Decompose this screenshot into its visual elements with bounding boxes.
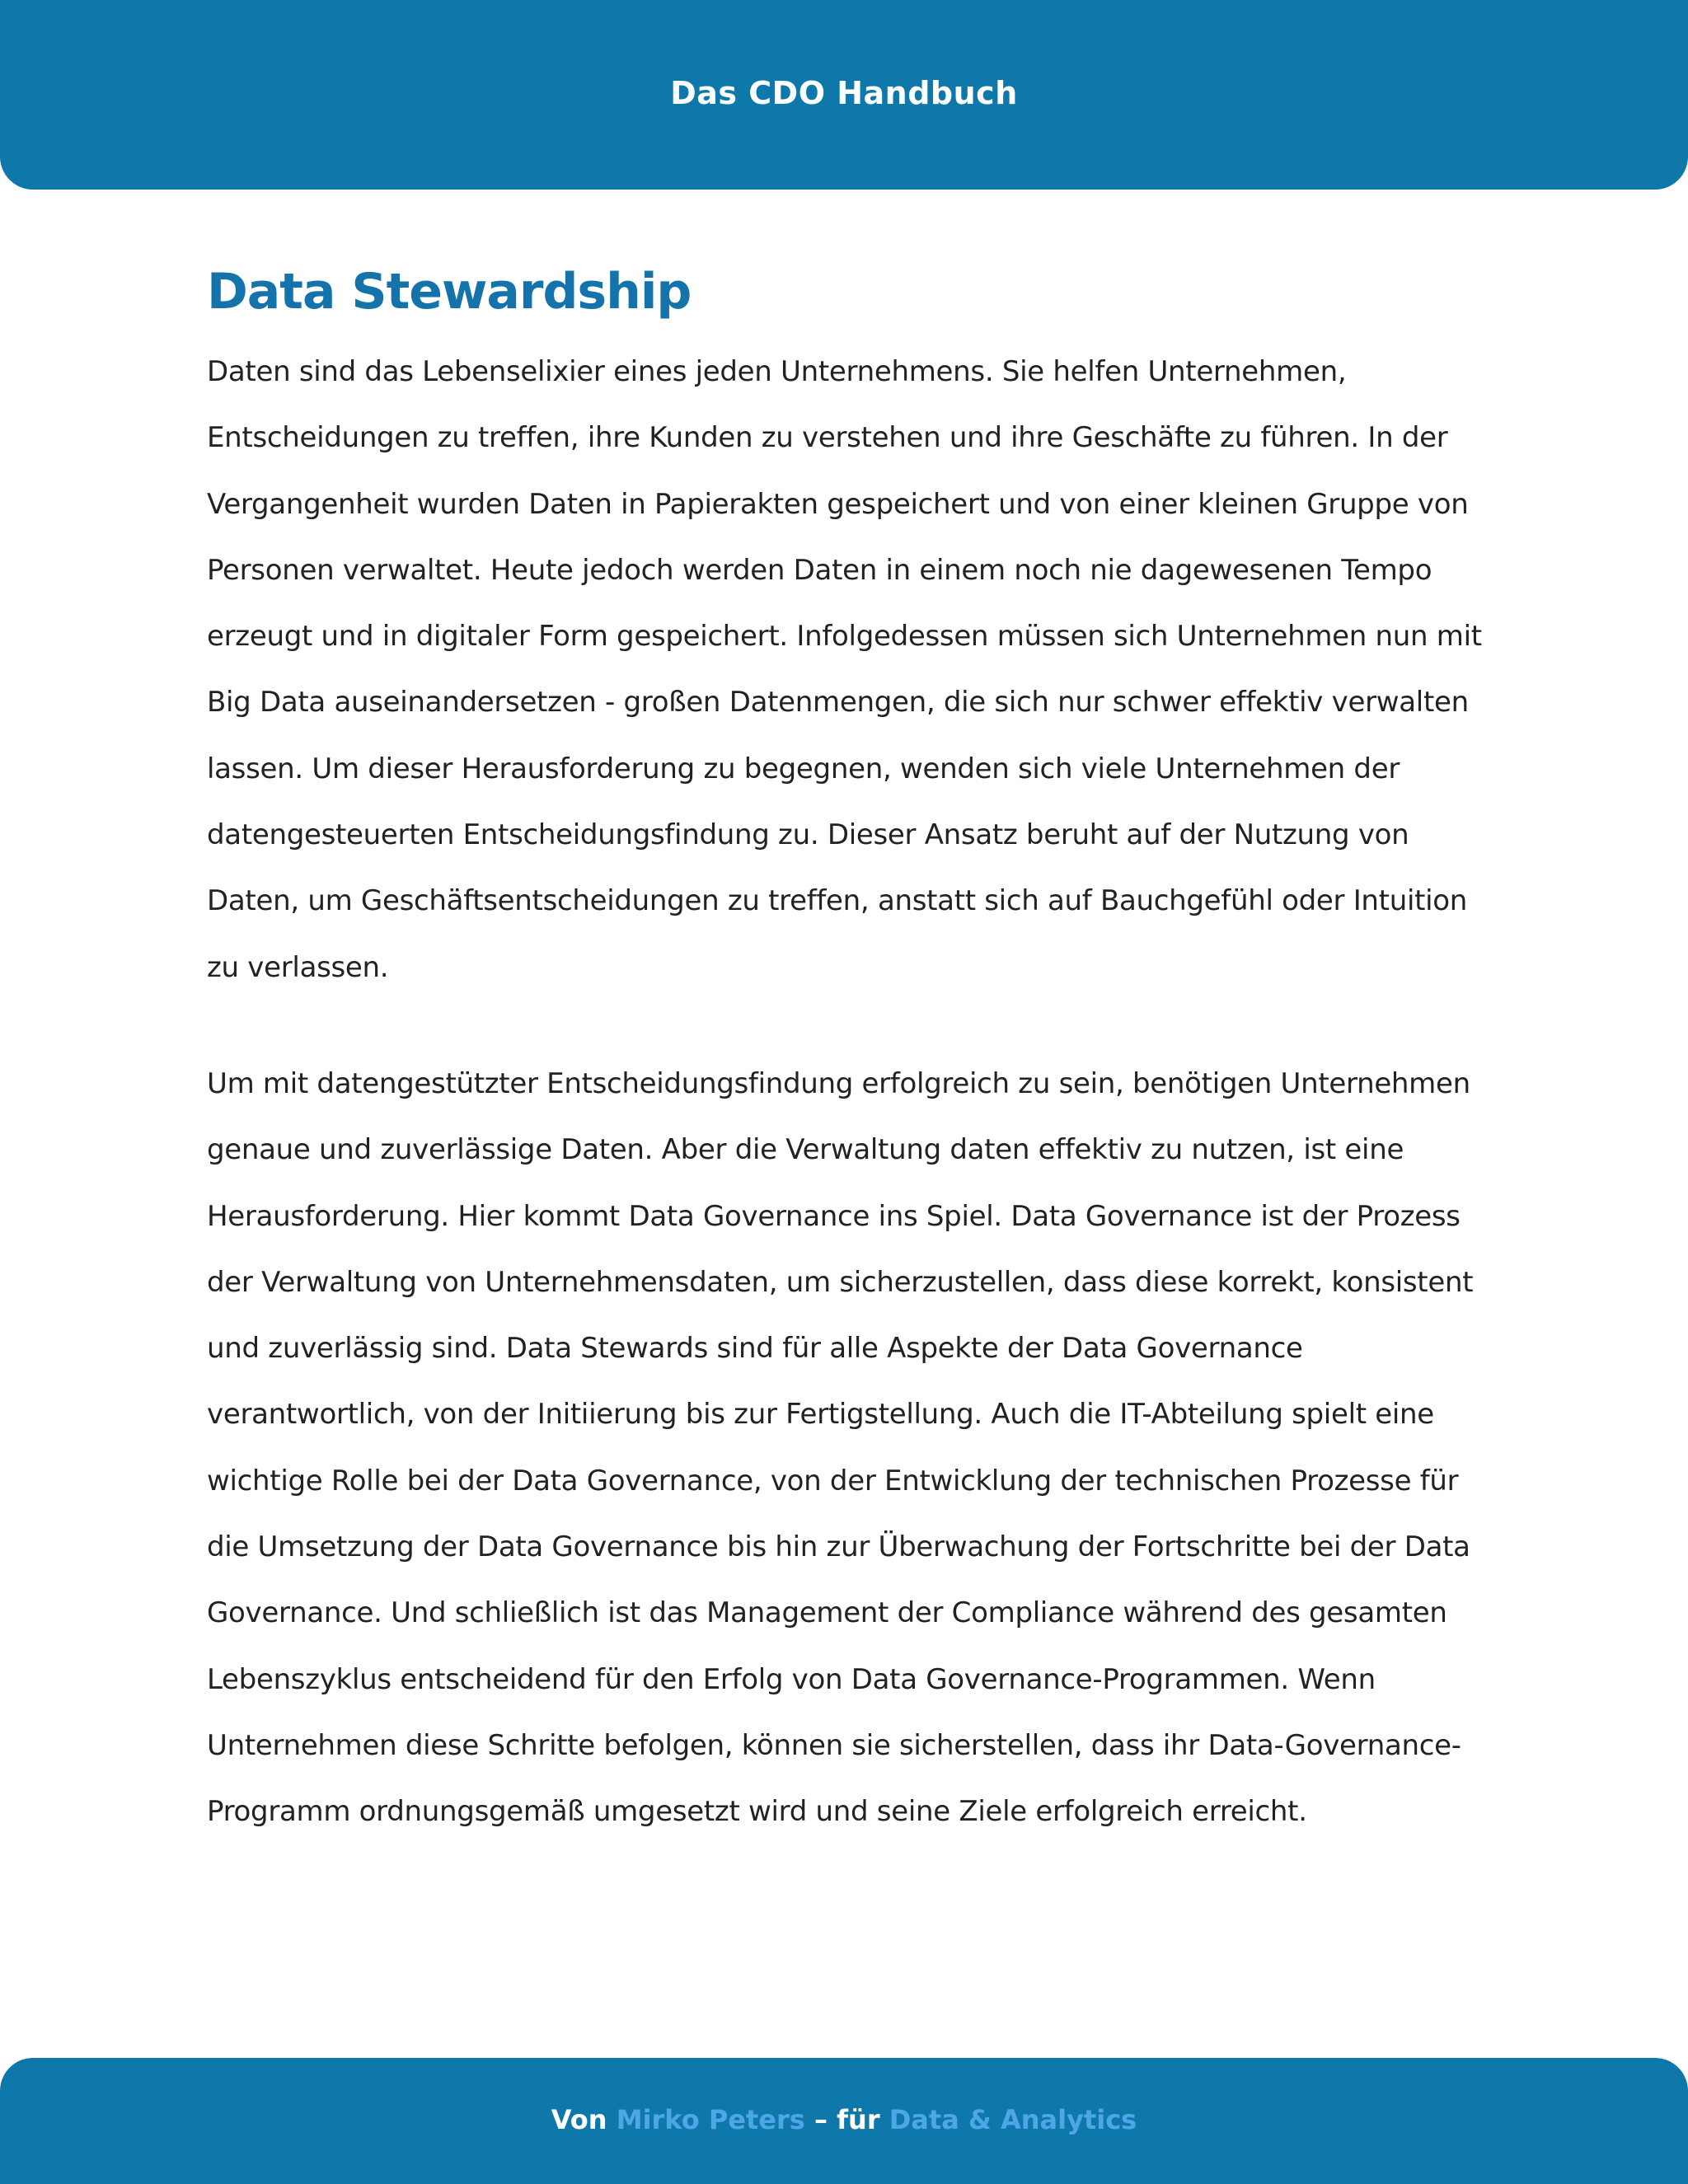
main-content <box>207 264 1493 1845</box>
footer-bar <box>0 2058 1688 2184</box>
paragraph-1: Daten sind das Lebenselixier eines jeden Unternehmens. Sie helfen Unternehmen, Entscheidungen zu treffen, ihre Kunden zu verstehen und ihre Geschäfte zu führen. In der Vergangenheit wurden Daten in Papierakten gespeichert und von einer kleinen Gruppe von Personen verwaltet. Heute jedoch werden Daten in einem noch nie dagewesenen Tempo erzeugt und in digitaler Form gespeichert. Infolgedessen müssen sich Unternehmen nun mit Big Data auseinandersetzen - großen Datenmengen, die sich nur schwer effektiv verwalten lassen. Um dieser Herausforderung zu begegnen, wenden sich viele Unternehmen der datengesteuerten Entscheidungsfindung zu. Dieser Ansatz beruht auf der Nutzung von Daten, um Geschäftsentscheidungen zu treffen, anstatt sich auf Bauchgefühl oder Intuition zu verlassen. <box>207 355 1482 984</box>
footer-author: Mirko Peters <box>616 2103 805 2135</box>
footer-credit <box>551 2104 1137 2135</box>
paragraph-2: Um mit datengestützter Entscheidungsfindung erfolgreich zu sein, benötigen Unternehmen genaue und zuverlässige Daten. Aber die Verwaltung daten effektiv zu nutzen, ist eine Herausforderung. Hier kommt Data Governance ins Spiel. Data Governance ist der Prozess der Verwaltung von Unternehmensdaten, um sicherzustellen, dass diese korrekt, konsistent und zuverlässig sind. Data Stewards sind für alle Aspekte der Data Governance verantwortlich, von der Initiierung bis zur Fertigstellung. Auch die IT-Abteilung spielt eine wichtige Rolle bei der Data Governance, von der Entwicklung der technischen Prozesse für die Umsetzung der Data Governance bis hin zur Überwachung der Fortschritte bei der Data Governance. Und schließlich ist das Management der Compliance während des gesamten Lebenszyklus entscheidend für den Erfolg von Data Governance-Programmen. Wenn Unternehmen diese Schritte befolgen, können sie sicherstellen, dass ihr Data-Governance-Programm ordnungsgemäß umgesetzt wird und seine Ziele erfolgreich erreicht. <box>207 1066 1474 1829</box>
section-heading: Data Stewardship <box>207 263 692 321</box>
footer-prefix: Von <box>551 2103 607 2135</box>
header-bar <box>0 0 1688 190</box>
footer-separator: – für <box>814 2103 880 2135</box>
document-title: Das CDO Handbuch <box>670 75 1018 111</box>
footer-organization: Data & Analytics <box>889 2103 1137 2135</box>
